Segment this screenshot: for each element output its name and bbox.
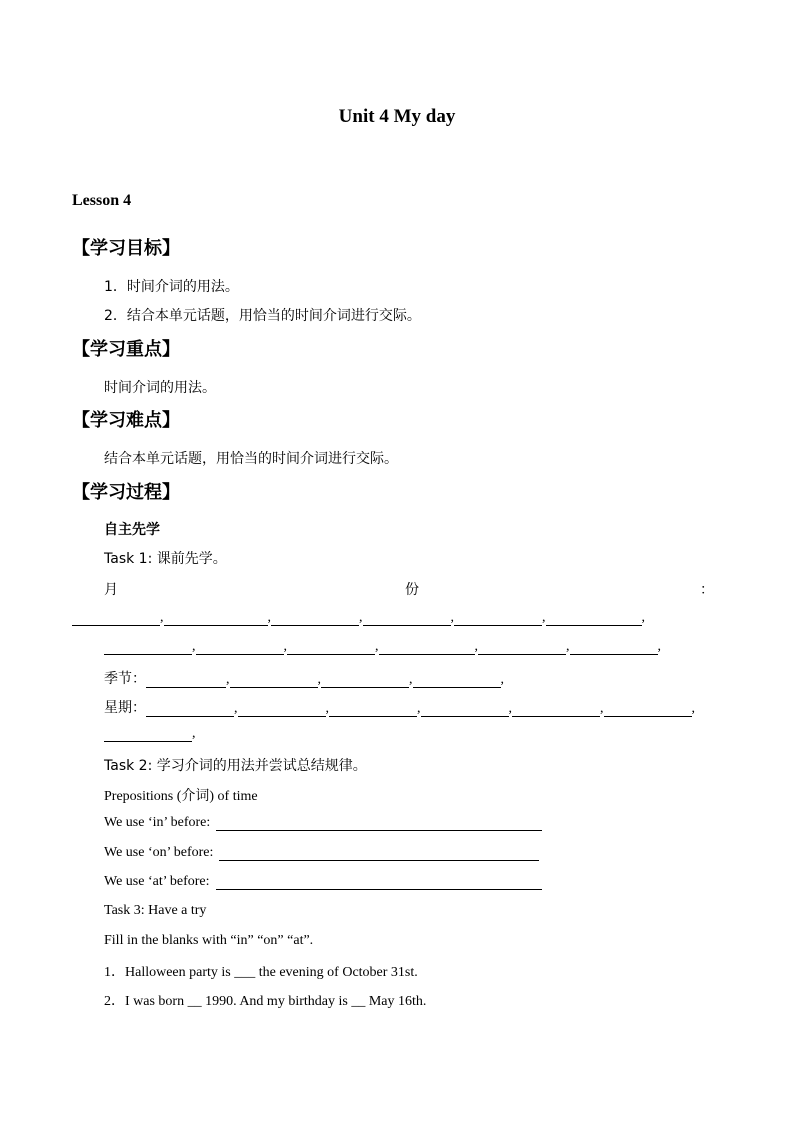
use-in-label: We use ‘in’ before: (104, 815, 211, 830)
question-1: 1．Halloween party is ___ the evening of October 31st. (104, 965, 418, 980)
blank[interactable] (238, 702, 326, 717)
weekdays-row-2: , (104, 726, 196, 742)
use-at-blank[interactable] (216, 875, 542, 890)
seasons-row: 季节： , , , , (104, 668, 504, 688)
blank[interactable] (321, 673, 409, 688)
weekdays-row: 星期： , , , , , , (104, 697, 695, 717)
blank[interactable] (363, 611, 451, 626)
week-label: 星期： (104, 700, 146, 716)
use-at-label: We use ‘at’ before: (104, 874, 210, 889)
objectives-heading: 【学习目标】 (72, 238, 180, 259)
blank[interactable] (478, 640, 566, 655)
blank[interactable] (604, 702, 692, 717)
task2-label: Task 2: 学习介词的用法并尝试总结规律。 (104, 758, 367, 774)
blank[interactable] (413, 673, 501, 688)
blank[interactable] (146, 673, 226, 688)
difficulties-heading: 【学习难点】 (72, 410, 180, 431)
blank[interactable] (512, 702, 600, 717)
blank[interactable] (570, 640, 658, 655)
month-label-2: 份 (405, 582, 419, 598)
use-at-row (104, 874, 542, 890)
use-in-row (104, 815, 542, 831)
task3-label: Task 3: Have a try (104, 903, 207, 918)
use-on-label: We use ‘on’ before: (104, 845, 214, 860)
key-points-text: 时间介词的用法。 (104, 380, 216, 396)
key-points-heading: 【学习重点】 (72, 339, 180, 360)
blank[interactable] (104, 727, 192, 742)
blank[interactable] (72, 611, 160, 626)
month-label-1: 月 (104, 582, 118, 598)
blank[interactable] (546, 611, 642, 626)
blank[interactable] (287, 640, 375, 655)
season-label: 季节： (104, 671, 146, 687)
use-on-blank[interactable] (219, 846, 539, 861)
question-2: 2．I was born __ 1990. And my birthday is __ May 16th. (104, 994, 427, 1009)
blank[interactable] (329, 702, 417, 717)
months-blanks-row-1: , , , , , , (72, 610, 645, 626)
blank[interactable] (379, 640, 475, 655)
prepositions-heading: Prepositions (介词) of time (104, 789, 258, 804)
use-in-blank[interactable] (216, 816, 542, 831)
blank[interactable] (271, 611, 359, 626)
difficulties-text: 结合本单元话题，用恰当的时间介词进行交际。 (104, 451, 398, 467)
page-title: Unit 4 My day (338, 106, 456, 127)
months-blanks-row-2: , , , , , , (104, 639, 661, 655)
blank[interactable] (454, 611, 542, 626)
use-on-row (104, 845, 539, 861)
objective-item-1: 1．时间介词的用法。 (104, 279, 239, 295)
blank[interactable] (146, 702, 234, 717)
blank[interactable] (164, 611, 268, 626)
objective-item-2: 2．结合本单元话题，用恰当的时间介词进行交际。 (104, 308, 421, 324)
fill-instructions: Fill in the blanks with “in” “on” “at”. (104, 933, 314, 948)
task1-label: Task 1: 课前先学。 (104, 551, 227, 567)
blank[interactable] (230, 673, 318, 688)
month-colon: ： (700, 582, 714, 598)
self-study-label: 自主先学 (104, 522, 160, 538)
process-heading: 【学习过程】 (72, 482, 180, 503)
lesson-label: Lesson 4 (72, 192, 132, 209)
blank[interactable] (104, 640, 192, 655)
blank[interactable] (421, 702, 509, 717)
blank[interactable] (196, 640, 284, 655)
